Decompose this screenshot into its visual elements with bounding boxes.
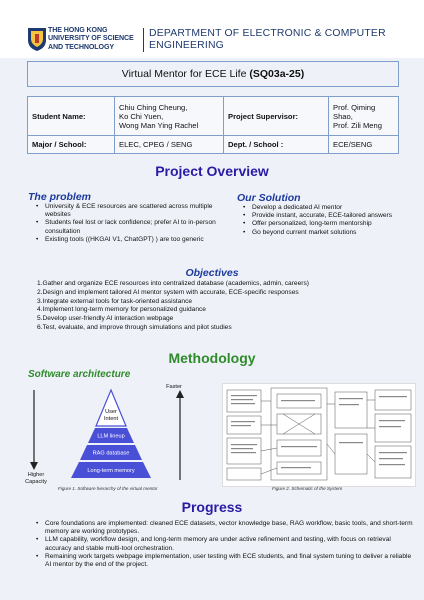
supervisor-name: Prof. Qiming Shao, (333, 102, 376, 121)
objective-item: 2.Design and implement tailored AI mentor system with accurate, ECE-specific responses (37, 288, 299, 296)
major-value: ELEC, CPEG / SENG (115, 136, 224, 154)
layer-label: RAG database (92, 450, 130, 457)
higher-capacity-label: Higher (27, 472, 45, 478)
schematic-block (227, 438, 261, 464)
student-name: Ko Chi Yuen, (119, 111, 164, 121)
page-header (0, 0, 424, 58)
objectives-list (37, 280, 407, 333)
layer-label: User (105, 409, 117, 415)
objective-item: 6.Test, evaluate, and improve through simulations and pilot studies (37, 323, 232, 331)
major-label: Major / School: (28, 136, 115, 154)
university-line: THE HONG KONG (48, 26, 108, 34)
schematic-block (375, 414, 411, 442)
solution-item: • Offer personalized, long-term mentorship (243, 220, 413, 228)
faster-label: Faster (166, 384, 182, 390)
software-hierarchy-diagram (14, 380, 194, 492)
faster-arrow-head (176, 390, 184, 398)
university-line: AND TECHNOLOGY (48, 42, 114, 51)
solution-heading: Our Solution (237, 192, 301, 204)
progress-list (36, 520, 414, 569)
objective-item: 5.Develop user-friendly AI interaction webpage (37, 315, 174, 323)
software-architecture-heading: Software architecture (28, 369, 131, 380)
layer-label: LLM lineup (97, 433, 125, 440)
header-divider (143, 28, 144, 52)
supervisor-name: Prof. Zili Meng (333, 120, 382, 130)
university-name (48, 26, 134, 51)
objective-item: 4.Implement long-term memory for personalized guidance (37, 306, 206, 314)
progress-heading: Progress (181, 499, 243, 515)
university-logo-icon (26, 26, 48, 52)
project-code: (SQ03a-25) (249, 68, 305, 80)
schematic-cross-links (283, 414, 315, 434)
figure-1-caption: Figure 1. Software hierarchy of the virtual mentor (58, 486, 158, 491)
schematic-block (227, 468, 261, 480)
department-name (149, 28, 386, 52)
solution-item: • Provide instant, accurate, ECE-tailored answers (243, 212, 413, 220)
student-name: Chiu Ching Cheung, (119, 102, 188, 112)
schematic-block (335, 392, 367, 428)
solution-list (243, 204, 413, 237)
figure-2-caption: Figure 2. Schematic of the System (272, 486, 343, 491)
student-name: Wong Man Ying Rachel (119, 120, 199, 130)
schematic-block (375, 390, 411, 410)
problem-item: • Existing tools ((HKGAI V1, ChatGPT) ) are too generic (36, 236, 224, 244)
solution-item: • Develop a dedicated AI mentor (243, 204, 413, 212)
schematic-block (227, 390, 261, 412)
title-text: Virtual Mentor for ECE Life (121, 68, 250, 80)
schematic-connector (261, 400, 375, 474)
supervisor-label: Project Supervisor: (224, 97, 329, 136)
department-line: ENGINEERING (149, 40, 224, 51)
objectives-heading: Objectives (185, 267, 239, 279)
supervisor-names (329, 97, 399, 136)
objective-item: 1.Gather and organize ECE resources into centralized database (academics, admin, careers) (37, 280, 309, 287)
progress-item: • Remaining work targets webpage implementation, user testing with ECE students, and final system tuning to deliver a reliable AI mentor by the end of the project. (36, 553, 414, 569)
layer-label: Long-term memory (87, 468, 135, 474)
system-schematic-diagram (222, 383, 416, 487)
problem-heading: The problem (28, 191, 92, 203)
poster-title (27, 61, 399, 87)
progress-item: • Core foundations are implemented: cleaned ECE datasets, vector knowledge base, RAG workflow, basic tools, and short-term memory are working prototypes. (36, 520, 414, 536)
problem-item: • Students feel lost or lack confidence; prefer AI to in-person consultation (36, 219, 224, 235)
department-line: DEPARTMENT OF ELECTRONIC & COMPUTER (149, 28, 386, 39)
schematic-block (335, 434, 367, 474)
methodology-heading: Methodology (168, 350, 256, 366)
student-name-label: Student Name: (28, 97, 115, 136)
objective-item: 3.Integrate external tools for task-oriented assistance (37, 297, 193, 305)
problem-list (36, 203, 224, 244)
problem-item: • University & ECE resources are scattered across multiple websites (36, 203, 224, 219)
layer-label: Intent (104, 416, 118, 422)
solution-item: • Go beyond current market solutions (243, 229, 413, 237)
dept-label: Dept. / School : (224, 136, 329, 154)
university-line: UNIVERSITY OF SCIENCE (48, 34, 134, 43)
capacity-arrow-head (30, 462, 38, 470)
progress-item: • LLM capability, workflow design, and long-term memory are under active refinement and testing, with focus on retrieval accuracy and stable multi-tool orchestration. (36, 536, 414, 552)
schematic-block (277, 440, 321, 456)
schematic-block (375, 446, 411, 478)
higher-capacity-label: Capacity (25, 479, 47, 485)
student-names (115, 97, 224, 136)
project-overview-heading: Project Overview (155, 163, 269, 179)
project-info-table (27, 96, 399, 154)
dept-value: ECE/SENG (329, 136, 399, 154)
